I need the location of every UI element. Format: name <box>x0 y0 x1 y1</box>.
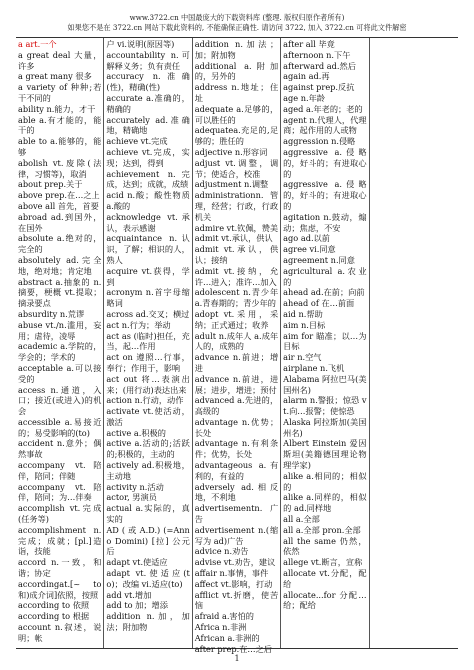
vocabulary-entry: alarm n.警报；惊恐 vt.向…报警；使惊恐 <box>283 395 367 417</box>
vocabulary-entry: Alabama 阿拉巴马(美国州名) <box>283 373 367 395</box>
vocabulary-entry: afternoon n.下午 <box>283 49 351 60</box>
vocabulary-entry: actively ad.积极地，主动地 <box>106 460 190 481</box>
vocabulary-entry: allege vt.断言，宣称 <box>283 557 363 568</box>
header-line-2: 如果您不是在 3722.cn 网站下载此资料的, 不能确保正确性. 请访问 3722, 加入 3722.cn 可将此文件解密 <box>67 23 407 32</box>
vocabulary-entry: acid n.酸；酸性物质 a.酸的 <box>106 190 190 211</box>
vocabulary-entry: adopt vt.采用，采纳；正式通过；收养 <box>194 308 279 330</box>
vocabulary-entry: aid n.帮助 <box>283 308 323 319</box>
vocabulary-entry: actor, 男演员 <box>106 492 157 503</box>
vocabulary-entry: adequatea.充足的,足够的；胜任的 <box>194 125 279 147</box>
vocabulary-entry: aim for 瞄准；以…为目标 <box>283 330 367 352</box>
vocabulary-entry: advise vt.劝告，建议 <box>194 557 276 568</box>
vocabulary-entry: account n.叙述，说明；帐 <box>18 622 102 643</box>
vocabulary-entry: academic a.学院的，学会的；学术的 <box>18 341 102 363</box>
vocabulary-entry: aged a.年老的；老的 <box>283 103 363 114</box>
vocabulary-entry: against prep.反抗 <box>283 82 355 93</box>
vocabulary-entry: accountability n.可解释义务；负有责任 <box>106 49 190 71</box>
vocabulary-entry: admit vt.承认，供认 <box>194 233 273 244</box>
vocabulary-entry: a great many 很多 <box>18 71 92 82</box>
vocabulary-entry: achieve vt.完成，实现；达到，得到 <box>106 146 190 168</box>
vocabulary-entry: advance n.前进；增进 <box>194 352 279 373</box>
vocabulary-entry: ago ad.以前 <box>283 233 330 244</box>
vocabulary-entry: according to 根据 <box>18 611 90 622</box>
vocabulary-entry: acceptable a.可以接受的 <box>18 362 102 384</box>
vocabulary-entry: alike a.相同的；相似的 <box>283 470 367 492</box>
vocabulary-entry: advertisement n.(缩写为 ad)广告 <box>194 524 279 546</box>
vocabulary-entry: admit vt.接纳，允许…进入；准许…加入 <box>194 265 279 287</box>
vocabulary-entry: alike a.同样的，相似的 ad.同样地 <box>283 492 367 514</box>
vocabulary-entry: Albert Einstein 爱因斯坦(美籍德国理论物理学家) <box>283 438 367 471</box>
vocabulary-entry: accurate a.准确的，精确的 <box>106 92 190 114</box>
vocabulary-entry: absolutely ad.完全地，绝对地；肯定地 <box>18 254 102 276</box>
vocabulary-entry: adjust vt.调整，调节；使适合，校准 <box>194 157 279 179</box>
vocabulary-entry: adult n.成年人 a.成年人的，成熟的 <box>194 330 279 352</box>
vocabulary-entry: active a.活动的;活跃的;积极的，主动的 <box>106 438 190 460</box>
vocabulary-entry: aggressive a.侵略的，好斗的；有进取心的 <box>283 179 367 211</box>
vocabulary-entry: achieve vt.完成 <box>106 136 168 147</box>
vocabulary-entry: active a.积极的 <box>106 427 166 438</box>
vocabulary-entry: 户 vi.说明(原因等) <box>106 39 175 49</box>
vocabulary-entry: advanced a.先进的，高级的 <box>194 395 279 417</box>
vocabulary-entry: a art.一个 <box>18 39 57 49</box>
vocabulary-entry: aggressive a.侵略的，好斗的；有进取心的 <box>283 146 367 179</box>
vocabulary-entry: advantage n.优势；长处 <box>194 416 279 438</box>
vocabulary-entry: add vt.增加 <box>106 589 152 600</box>
vocabulary-entry: acknowledge vt.承认，表示感谢 <box>106 211 190 233</box>
vocabulary-entry: address n.地址；住址 <box>194 82 279 103</box>
vocabulary-entry: access n.通道，入口；接近(或进入)的机会 <box>18 384 102 417</box>
vocabulary-entry: administrationn.管理，经营；行政，行政机关 <box>194 190 279 222</box>
vocabulary-entry: aim n.目标 <box>283 319 326 330</box>
vocabulary-entry: a variety of 种种;若干不同的 <box>18 82 102 103</box>
vocabulary-entry: ahead ad.在前；向前 <box>283 287 365 298</box>
vocabulary-entry: accomplishment n.完成；成就；[pl.]造诣，技能 <box>18 524 102 557</box>
vocabulary-entry: adjective n.形容词 <box>194 146 268 157</box>
vocabulary-entry: again ad.再 <box>283 71 330 82</box>
vocabulary-entry: admit vt.承认，供认；接纳 <box>194 244 279 265</box>
vocabulary-entry: accomplish vt.完成(任务等) <box>18 503 102 525</box>
page-number: 1 <box>234 654 240 663</box>
vocabulary-entry: adequate a.足够的，可以胜任的 <box>194 103 279 125</box>
vocabulary-entry: act out 将…表演出来；(用行动)表达出来 <box>106 373 190 395</box>
vocabulary-entry: Alaska 阿拉斯加(美国州名) <box>283 416 367 438</box>
vocabulary-entry: accompany vt.陪伴，陪同；伴随 <box>18 460 102 481</box>
vocabulary-entry: addition n.加法；加；附加物 <box>194 39 279 60</box>
vocabulary-entry: acronym n.首字母缩略词 <box>106 287 190 309</box>
vocabulary-entry: able to a.能够的，能够 <box>18 136 102 157</box>
vocabulary-entry: African a.非洲的 <box>194 632 260 643</box>
vocabulary-entry: add to 加；增添 <box>106 600 168 611</box>
vocabulary-entry: according to 依照 <box>18 600 90 611</box>
vocabulary-entry: accuracy n.准确(性)，精确(性) <box>106 71 190 93</box>
vocabulary-entry: air n.空气 <box>283 352 322 363</box>
vocabulary-entry: advice n.劝告 <box>194 546 249 557</box>
vocabulary-column-1 <box>16 38 104 648</box>
vocabulary-entry: adolescent n.青少年 a.青春期的；青少年的 <box>194 287 279 309</box>
vocabulary-entry: about prep.关于 <box>18 179 83 190</box>
vocabulary-entry: afraid a.害怕的 <box>194 611 254 622</box>
vocabulary-column-3 <box>193 38 281 654</box>
vocabulary-entry: actual a.实际的，真实的 <box>106 503 190 525</box>
vocabulary-entry: affect vt.影响，打动 <box>194 578 273 589</box>
vocabulary-entry: activity n.活动 <box>106 481 164 492</box>
vocabulary-column-2 <box>104 38 192 648</box>
vocabulary-entry: able a.有才能的，能干的 <box>18 114 102 136</box>
vocabulary-entry: act n.行为；举动 <box>106 319 171 330</box>
vocabulary-entry: Africa n.非洲 <box>194 622 247 633</box>
vocabulary-entry: absolute a.绝对的，完全的 <box>18 233 102 255</box>
vocabulary-entry: AD ( 或 A.D.) (=Anno Domini) [拉] 公元后 <box>106 524 190 557</box>
vocabulary-entry: agent n.代理人，代理商；起作用的人或物 <box>283 114 367 136</box>
vocabulary-entry: accompany vt.陪伴，陪同；为…伴奏 <box>18 481 102 503</box>
vocabulary-entry: across ad.交叉；横过 <box>106 308 190 319</box>
vocabulary-entry: after prep.在…之后 <box>194 643 272 654</box>
vocabulary-entry: absurdity n.荒谬 <box>18 308 85 319</box>
vocabulary-entry: addition n.加，加法；附加物 <box>106 611 190 633</box>
vocabulary-entry: allocate vt.分配，配给 <box>283 568 367 589</box>
vocabulary-entry: advertisementn.广告 <box>194 503 279 525</box>
vocabulary-entry: all a.全部 <box>283 514 320 525</box>
vocabulary-entry: agreement n.同意 <box>283 254 355 265</box>
vocabulary-entry: advantage n.有利条件；优势，长处 <box>194 438 279 460</box>
vocabulary-entry: abstract a.抽象的 n.摘要，梗概 vt.提取；摘录要点 <box>18 276 102 309</box>
vocabulary-entry: abroad ad.到国外，在国外 <box>18 211 102 233</box>
vocabulary-column-5 <box>370 38 458 648</box>
vocabulary-entry: all a.全部 pron.全部 <box>283 524 361 535</box>
vocabulary-entry: ahead of 在…前面 <box>283 298 355 309</box>
vocabulary-entry: advance n.前进，进展；进步，增进；预付 <box>194 373 279 395</box>
vocabulary-entry: accident n.意外；偶然事故 <box>18 438 102 460</box>
vocabulary-entry: a great deal 大量，许多 <box>18 49 102 71</box>
vocabulary-entry: adapt vt.使适应(to)；改编 vi.适应(to) <box>106 568 190 589</box>
vocabulary-entry: airplane n.飞机 <box>283 362 345 373</box>
vocabulary-entry: above all 首先，首要 <box>18 200 99 211</box>
vocabulary-entry: acquire vt.获得，学到 <box>106 265 190 287</box>
vocabulary-entry: adapt vt.使适应 <box>106 557 168 568</box>
vocabulary-entry: acquaintance n.认识，了解；相识的人，熟人 <box>106 233 190 265</box>
vocabulary-entry: adversely ad.相反地，不利地 <box>194 481 279 503</box>
vocabulary-entry: agricultural a.农业的 <box>283 265 367 287</box>
vocabulary-entry: activate vt.使活动，激活 <box>106 406 190 427</box>
vocabulary-entry: agree vi.同意 <box>283 244 336 255</box>
vocabulary-entry: after all 毕竟 <box>283 39 335 49</box>
vocabulary-column-4 <box>281 38 369 648</box>
vocabulary-entry: afflict vt.折磨，使苦恼 <box>194 589 279 611</box>
vocabulary-grid <box>16 37 458 654</box>
vocabulary-entry: allocate...for 分配…给；配给 <box>283 589 367 611</box>
header-line-1: www.3722.cn 中国最庞大的下载资料库 (整理. 版权归原作者所有) <box>129 13 345 22</box>
vocabulary-entry: age n.年龄 <box>283 92 325 103</box>
vocabulary-entry: advantageous a.有利的，有益的 <box>194 460 279 481</box>
vocabulary-entry: affair n.事情，事件 <box>194 568 269 579</box>
vocabulary-entry: abuse vt./n.滥用，妄用；虐待，凌辱 <box>18 319 102 341</box>
vocabulary-entry: act on 遵照…行事，奉行；作用于，影响 <box>106 352 190 373</box>
vocabulary-entry: agitation n.鼓动，煽动；焦虑，不安 <box>283 211 367 233</box>
vocabulary-entry: ability n.能力，才干 <box>18 103 96 114</box>
vocabulary-entry: action n.行动，动作 <box>106 395 184 406</box>
vocabulary-entry: adjustment n.调整 <box>194 179 269 190</box>
page-header <box>0 13 474 33</box>
vocabulary-entry: act as (临时)担任，充当，起…作用 <box>106 330 190 352</box>
vocabulary-entry: above prep.在…之上 <box>18 190 100 201</box>
vocabulary-entry: all the same 仍然，依然 <box>283 535 367 557</box>
vocabulary-entry: aggression n.侵略 <box>283 136 356 147</box>
vocabulary-entry: accessible a.易接近的；易受影响的(to) <box>18 416 102 438</box>
vocabulary-entry: accordingat.[~ to 和)成介词]依照，按照 <box>18 578 102 600</box>
vocabulary-entry: accord n.一致，和谐；协定 <box>18 557 102 579</box>
vocabulary-entry: admire vt.钦佩，赞美 <box>194 222 279 233</box>
vocabulary-entry: additional a.附加的，另外的 <box>194 60 279 82</box>
vocabulary-entry: achievement n.完成，达到；成就，成绩 <box>106 168 190 190</box>
vocabulary-entry: abolish vt.废除(法律，习惯等)，取消 <box>18 157 102 179</box>
vocabulary-entry: afterward ad.然后 <box>283 60 356 71</box>
vocabulary-entry: accurately ad.准确地，精确地 <box>106 114 190 136</box>
